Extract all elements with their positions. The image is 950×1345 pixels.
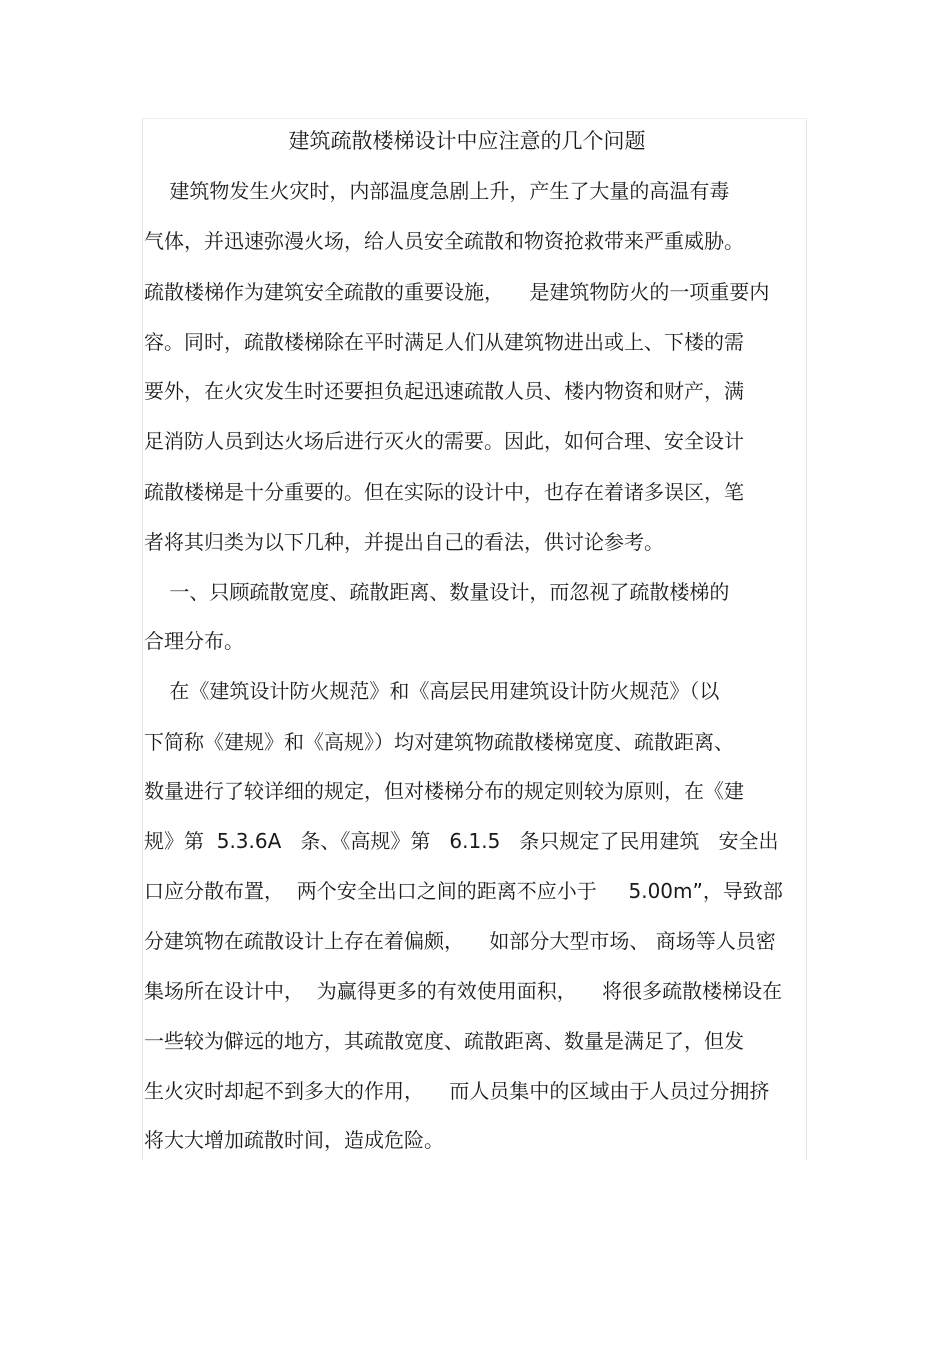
body-line: 集场所在设计中， 为赢得更多的有效使用面积， 将很多疏散楼梯设在 bbox=[144, 979, 783, 1003]
body-line: 足消防人员到达火场后进行灭火的需要。因此，如何合理、安全设计 bbox=[144, 429, 744, 453]
body-line: 者将其归类为以下几种，并提出自己的看法，供讨论参考。 bbox=[144, 530, 664, 554]
body-line: 容。同时，疏散楼梯除在平时满足人们从建筑物进出或上、下楼的需 bbox=[144, 330, 744, 354]
body-line: 疏散楼梯是十分重要的。但在实际的设计中，也存在着诸多误区，笔 bbox=[144, 480, 744, 504]
body-line: 生火灾时却起不到多大的作用， 而人员集中的区域由于人员过分拥挤 bbox=[144, 1079, 770, 1103]
document-title: 建筑疏散楼梯设计中应注意的几个问题 bbox=[288, 129, 646, 153]
body-line: 口应分散布置， 两个安全出口之间的距离不应小于 5.00m”，导致部 bbox=[144, 879, 783, 903]
body-line: 下简称《建规》和《高规》）均对建筑物疏散楼梯宽度、疏散距离、 bbox=[144, 730, 734, 754]
body-line: 一、只顾疏散宽度、疏散距离、数量设计，而忽视了疏散楼梯的 bbox=[144, 580, 730, 604]
body-line: 疏散楼梯作为建筑安全疏散的重要设施， 是建筑物防火的一项重要内 bbox=[144, 280, 770, 304]
body-line: 一些较为僻远的地方，其疏散宽度、疏散距离、数量是满足了，但发 bbox=[144, 1029, 744, 1053]
body-line: 规》第 5.3.6A 条、《高规》第 6.1.5 条只规定了民用建筑 安全出 bbox=[144, 829, 779, 853]
body-line: 合理分布。 bbox=[144, 629, 244, 653]
body-line: 将大大增加疏散时间，造成危险。 bbox=[144, 1128, 444, 1152]
body-line: 数量进行了较详细的规定，但对楼梯分布的规定则较为原则，在《建 bbox=[144, 779, 744, 803]
body-line: 气体，并迅速弥漫火场，给人员安全疏散和物资抢救带来严重威胁。 bbox=[144, 229, 744, 253]
body-line: 要外，在火灾发生时还要担负起迅速疏散人员、楼内物资和财产，满 bbox=[144, 379, 744, 403]
body-line: 在《建筑设计防火规范》和《高层民用建筑设计防火规范》（以 bbox=[144, 679, 720, 703]
body-line: 建筑物发生火灾时，内部温度急剧上升，产生了大量的高温有毒 bbox=[144, 179, 730, 203]
body-line: 分建筑物在疏散设计上存在着偏颇， 如部分大型市场、 商场等人员密 bbox=[144, 929, 776, 953]
